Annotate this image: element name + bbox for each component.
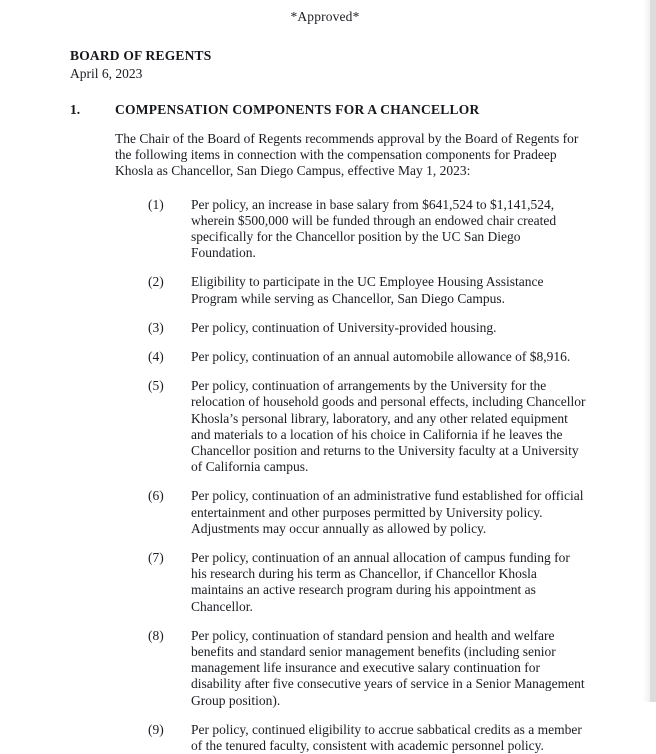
clause-item	[148, 320, 588, 336]
clause-item	[148, 349, 588, 365]
clause-item	[148, 628, 588, 709]
section-number: 1.	[70, 102, 81, 117]
clause-text: Per policy, continuation of an administrative fund established for official entertainment and other purposes permitted by University policy. Adjustments may occur annually as allowed by policy.	[191, 488, 584, 536]
approved-stamp: *Approved*	[290, 9, 360, 24]
intro-paragraph: The Chair of the Board of Regents recommends approval by the Board of Regents for the following items in connection with the compensation components for Pradeep Khosla as Chancellor, San Diego Campus, effective May 1, 2023:	[115, 131, 579, 179]
clause-text: Per policy, an increase in base salary from $641,524 to $1,141,524, wherein $500,000 will be funded through an endowed chair created specifically for the Chancellor position by the UC San Diego Foundation.	[191, 196, 557, 261]
clause-text: Per policy, continuation of an annual automobile allowance of $8,916.	[191, 349, 571, 365]
clause-marker: (9)	[148, 721, 164, 737]
clause-item	[148, 722, 588, 754]
clause-marker: (6)	[148, 488, 164, 504]
clause-text: Per policy, continuation of an annual allocation of campus funding for his research during his term as Chancellor, if Chancellor Khosla maintains an active research program during his appointment as Chancellor.	[191, 550, 570, 614]
clause-item	[148, 197, 588, 262]
clause-marker: (1)	[148, 196, 164, 212]
section-compensation-components	[70, 101, 590, 754]
clause-marker: (5)	[148, 378, 164, 394]
section-title: COMPENSATION COMPONENTS FOR A CHANCELLOR	[115, 102, 480, 117]
clause-text: Per policy, continued eligibility to accrue sabbatical credits as a member of the tenured faculty, consistent with academic personnel policy.	[191, 721, 582, 754]
clause-item	[148, 274, 588, 306]
clause-marker: (7)	[148, 550, 164, 566]
clause-item	[148, 378, 588, 475]
section-heading	[70, 101, 590, 118]
organization-title: BOARD OF REGENTS	[70, 48, 212, 63]
clause-item	[148, 550, 588, 615]
clause-text: Per policy, continuation of arrangements by the University for the relocation of household goods and personal effects, including Chancellor Khosla’s personal library, laboratory, and any other related equipment and materials to a location of his choice in California if he leaves the Chancellor position and returns to the University faculty at a University of California campus.	[191, 378, 586, 475]
document-body	[70, 48, 590, 754]
clause-text: Eligibility to participate in the UC Employee Housing Assistance Program while serving as Chancellor, San Diego Campus.	[191, 274, 544, 306]
page-edge-shadow	[643, 0, 650, 702]
clause-marker: (4)	[148, 349, 164, 365]
clause-text: Per policy, continuation of University-provided housing.	[191, 319, 497, 335]
clause-marker: (3)	[148, 319, 164, 335]
clause-list	[148, 197, 590, 754]
clause-marker: (2)	[148, 274, 164, 290]
document-date: April 6, 2023	[70, 66, 143, 81]
clause-item	[148, 488, 588, 537]
clause-marker: (8)	[148, 627, 164, 643]
page-edge-band	[650, 0, 656, 702]
clause-text: Per policy, continuation of standard pension and health and welfare benefits and standard senior management benefits (including senior management life insurance and executive salary continuation for disability after five consecutive years of service in a Senior Management Group position).	[191, 627, 585, 708]
